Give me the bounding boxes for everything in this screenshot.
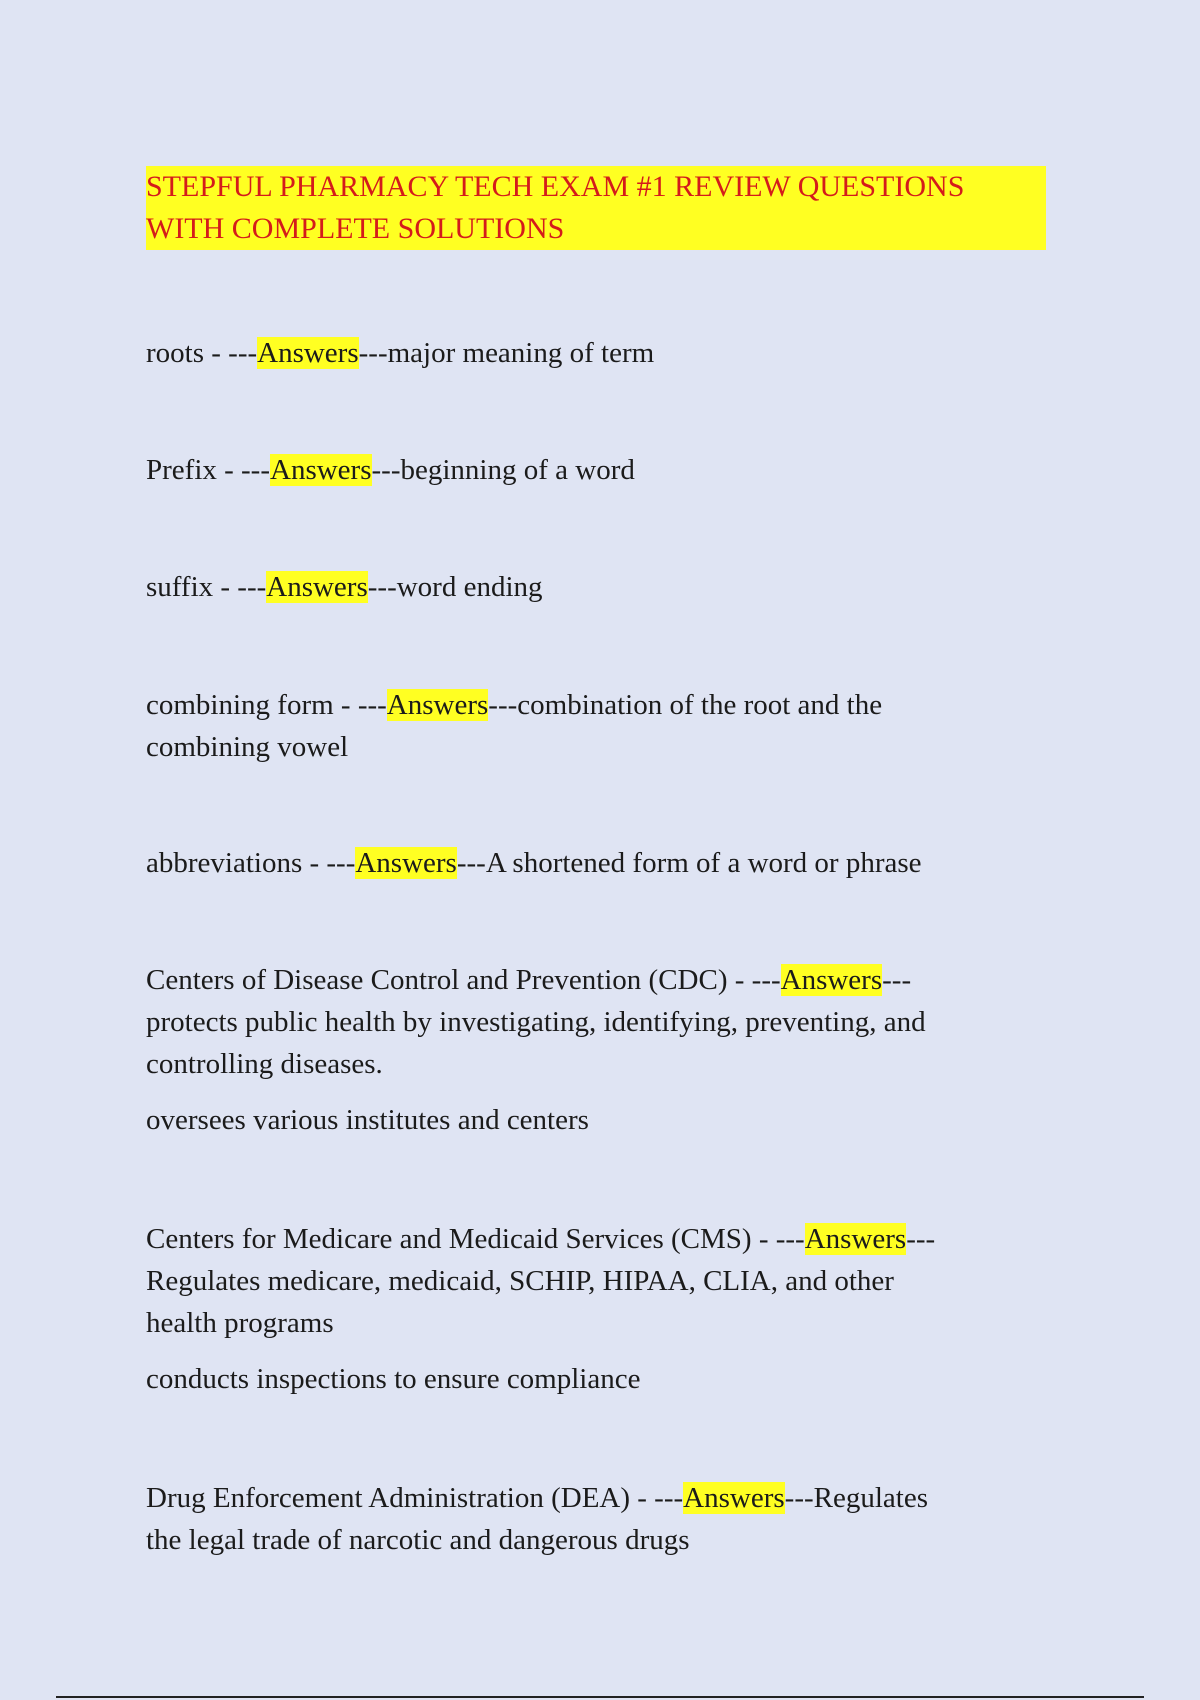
qa-entry-roots [146, 332, 1046, 374]
term-text: roots - --- [146, 337, 258, 369]
qa-entry-dea [146, 1477, 1046, 1561]
answer-continuation: Regulates medicare, medicaid, SCHIP, HIPAA, CLIA, and other [146, 1265, 894, 1297]
answer-text: --- [882, 964, 912, 996]
bottom-divider [56, 1696, 1144, 1698]
answer-highlight: Answers [257, 337, 359, 369]
title-line-2-text: WITH COMPLETE SOLUTIONS [146, 212, 565, 245]
qa-entry-abbreviations [146, 842, 1046, 884]
title-line-2 [146, 208, 1046, 250]
term-text: Centers of Disease Control and Prevention (CDC) - --- [146, 964, 781, 996]
answer-highlight: Answers [683, 1482, 785, 1514]
entry-line [146, 332, 1046, 374]
term-text: Centers for Medicare and Medicaid Services (CMS) - --- [146, 1223, 805, 1255]
answer-highlight: Answers [780, 964, 883, 996]
title-line-1 [146, 166, 1046, 208]
answer-text: ---major meaning of term [358, 337, 655, 369]
answer-text: ---combination of the root and the [488, 689, 883, 721]
qa-entry-suffix [146, 566, 1046, 608]
qa-entry-cdc [146, 959, 1046, 1141]
answer-continuation: the legal trade of narcotic and dangerous drugs [146, 1524, 690, 1556]
answer-highlight: Answers [270, 454, 372, 486]
term-text: suffix - --- [146, 571, 267, 603]
entry-line [146, 449, 1046, 491]
entry-line [146, 1477, 1046, 1519]
qa-entry-combining-form [146, 684, 1046, 768]
answer-highlight: Answers [804, 1223, 907, 1255]
entry-line [146, 1218, 1046, 1260]
answer-continuation: health programs [146, 1307, 334, 1339]
entry-line [146, 684, 1046, 726]
qa-entry-prefix [146, 449, 1046, 491]
answer-extra-note: oversees various institutes and centers [146, 1104, 589, 1136]
term-text: Prefix - --- [146, 454, 271, 486]
answer-text: --- [906, 1223, 936, 1255]
qa-entry-cms [146, 1218, 1046, 1400]
answer-continuation: combining vowel [146, 731, 349, 763]
answer-text: ---A shortened form of a word or phrase [456, 847, 922, 879]
answer-text: ---Regulates [784, 1482, 928, 1514]
answer-extra-note: conducts inspections to ensure compliance [146, 1363, 641, 1395]
answer-highlight: Answers [355, 847, 457, 879]
answer-highlight: Answers [266, 571, 368, 603]
term-text: abbreviations - --- [146, 847, 356, 879]
term-text: combining form - --- [146, 689, 387, 721]
document-title [146, 166, 1046, 250]
answer-continuation: protects public health by investigating, identifying, preventing, and [146, 1006, 926, 1038]
title-line-1-text: STEPFUL PHARMACY TECH EXAM #1 REVIEW QUESTIONS [146, 170, 965, 203]
document-content [146, 166, 1046, 1556]
answer-text: ---word ending [367, 571, 543, 603]
answer-text: ---beginning of a word [371, 454, 635, 486]
entry-line [146, 566, 1046, 608]
entry-line [146, 842, 1046, 884]
answer-highlight: Answers [386, 689, 489, 721]
answer-continuation: controlling diseases. [146, 1048, 383, 1080]
term-text: Drug Enforcement Administration (DEA) - --- [146, 1482, 684, 1514]
entry-line [146, 959, 1046, 1001]
